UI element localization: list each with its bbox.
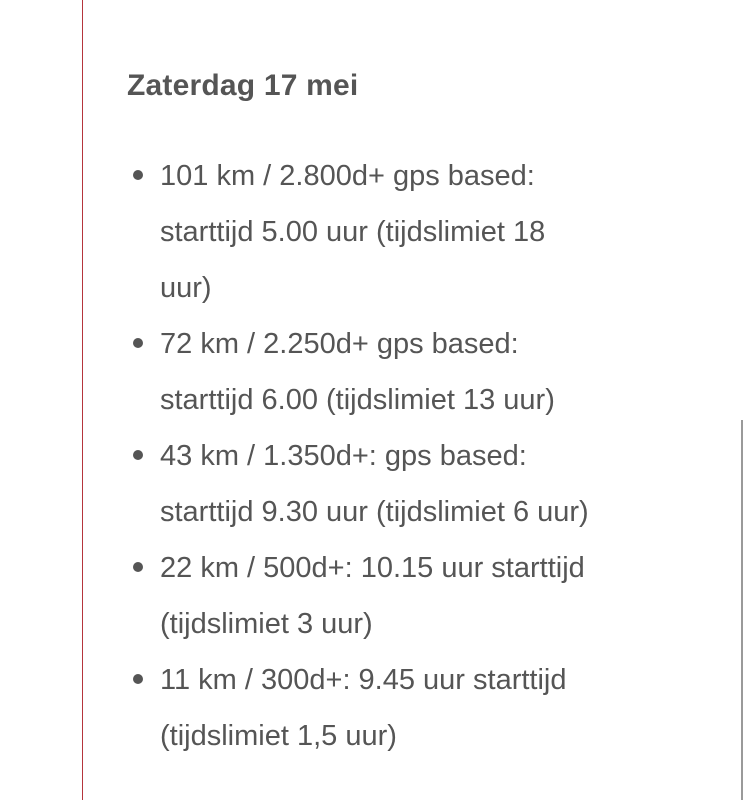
bullet-icon <box>133 450 143 460</box>
bullet-icon <box>133 170 143 180</box>
scrollbar-edge <box>741 420 743 800</box>
day-heading: Zaterdag 17 mei <box>127 69 359 102</box>
list-item-text: 43 km / 1.350d+: gps based: starttijd 9.30 uur (tijdslimiet 6 uur) <box>160 440 589 528</box>
bullet-icon <box>133 338 143 348</box>
schedule-section <box>127 62 727 764</box>
list-item <box>127 540 727 652</box>
list-item <box>127 148 727 316</box>
list-item-text: 22 km / 500d+: 10.15 uur starttijd (tijdslimiet 3 uur) <box>160 552 585 640</box>
list-item <box>127 316 727 428</box>
list-item-text: 11 km / 300d+: 9.45 uur starttijd (tijdslimiet 1,5 uur) <box>160 664 567 752</box>
list-item <box>127 652 727 764</box>
list-item-text: 72 km / 2.250d+ gps based: starttijd 6.00 (tijdslimiet 13 uur) <box>160 328 555 416</box>
list-item-text: 101 km / 2.800d+ gps based: starttijd 5.00 uur (tijdslimiet 18 uur) <box>160 160 546 304</box>
content-border-line <box>82 0 83 800</box>
bullet-icon <box>133 562 143 572</box>
distance-list <box>127 148 727 764</box>
list-item <box>127 428 727 540</box>
bullet-icon <box>133 674 143 684</box>
